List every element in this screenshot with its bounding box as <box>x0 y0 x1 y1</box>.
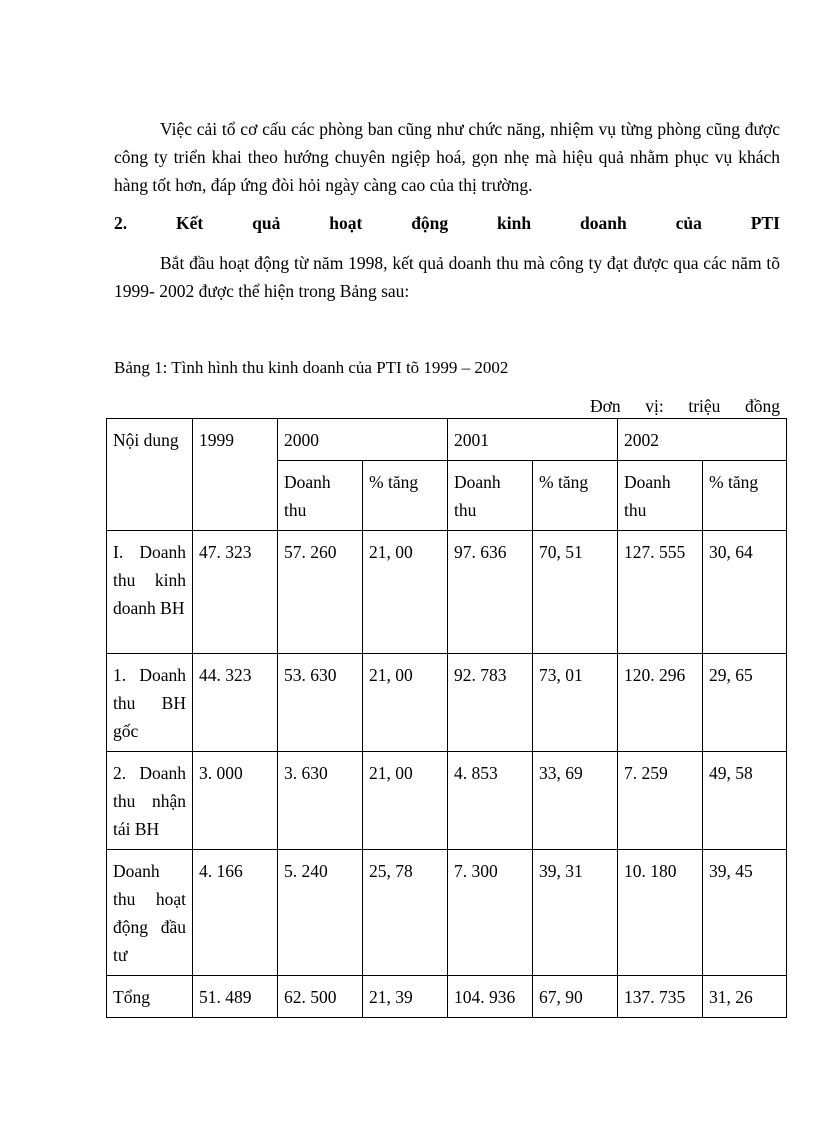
section-heading <box>114 209 780 237</box>
table-row <box>107 850 787 976</box>
header-growth: % tăng <box>533 461 618 531</box>
header-revenue: Doanh thu <box>448 461 533 531</box>
table-header-row <box>107 419 787 461</box>
unit-word: đồng <box>745 396 780 416</box>
cell-2002-growth: 30, 64 <box>703 531 787 654</box>
heading-word: động <box>411 213 449 233</box>
header-year-1999: 1999 <box>193 419 278 531</box>
cell-2000-revenue: 5. 240 <box>278 850 363 976</box>
cell-2001-growth: 70, 51 <box>533 531 618 654</box>
cell-2000-growth: 21, 39 <box>363 976 448 1018</box>
section-paragraph: Bắt đầu hoạt động từ năm 1998, kết quả doanh thu mà công ty đạt được qua các năm tõ 1999- 2002 được thể hiện trong Bảng sau: <box>114 253 780 301</box>
heading-word: Kết <box>176 213 204 233</box>
cell-2002-growth: 39, 45 <box>703 850 787 976</box>
row-label: 1. Doanh thu BH gốc <box>107 654 193 752</box>
unit-word: triệu <box>688 396 721 416</box>
cell-2002-revenue: 7. 259 <box>618 752 703 850</box>
cell-2002-growth: 31, 26 <box>703 976 787 1018</box>
cell-2000-revenue: 3. 630 <box>278 752 363 850</box>
row-label: I. Doanh thu kinh doanh BH <box>107 531 193 654</box>
header-growth: % tăng <box>703 461 787 531</box>
cell-1999: 47. 323 <box>193 531 278 654</box>
cell-2002-revenue: 120. 296 <box>618 654 703 752</box>
header-year-2001: 2001 <box>448 419 618 461</box>
table-row <box>107 654 787 752</box>
cell-1999: 4. 166 <box>193 850 278 976</box>
cell-2000-growth: 25, 78 <box>363 850 448 976</box>
cell-1999: 44. 323 <box>193 654 278 752</box>
unit-word: Đơn <box>590 396 621 416</box>
header-revenue: Doanh thu <box>618 461 703 531</box>
table-caption: Bảng 1: Tình hình thu kinh doanh của PTI tõ 1999 – 2002 <box>114 358 509 377</box>
table-row-total <box>107 976 787 1018</box>
cell-2000-revenue: 62. 500 <box>278 976 363 1018</box>
unit-label <box>590 393 780 419</box>
table-row <box>107 752 787 850</box>
cell-2001-revenue: 7. 300 <box>448 850 533 976</box>
cell-2001-revenue: 104. 936 <box>448 976 533 1018</box>
cell-2002-revenue: 137. 735 <box>618 976 703 1018</box>
header-content: Nội dung <box>107 419 193 531</box>
row-label: 2. Doanh thu nhận tái BH <box>107 752 193 850</box>
cell-2000-growth: 21, 00 <box>363 752 448 850</box>
heading-word: PTI <box>750 213 780 233</box>
cell-1999: 3. 000 <box>193 752 278 850</box>
cell-2000-growth: 21, 00 <box>363 531 448 654</box>
intro-paragraph: Việc cải tổ cơ cấu các phòng ban cũng như chức năng, nhiệm vụ từng phòng cũng được công ty triển khai theo hướng chuyên ngiệp hoá, gọn nhẹ mà hiệu quả nhằm phục vụ khách hàng tốt hơn, đáp ứng đòi hỏi ngày càng cao của thị trường. <box>114 119 780 195</box>
heading-word: của <box>675 213 702 233</box>
heading-word: hoạt <box>329 213 363 233</box>
cell-2001-growth: 73, 01 <box>533 654 618 752</box>
cell-2002-revenue: 127. 555 <box>618 531 703 654</box>
revenue-table <box>106 418 787 1018</box>
cell-2001-growth: 39, 31 <box>533 850 618 976</box>
cell-2001-growth: 67, 90 <box>533 976 618 1018</box>
row-label: Doanh thu hoạt động đầu tư <box>107 850 193 976</box>
heading-word: quả <box>252 213 281 233</box>
cell-2000-growth: 21, 00 <box>363 654 448 752</box>
header-year-2002: 2002 <box>618 419 787 461</box>
header-revenue: Doanh thu <box>278 461 363 531</box>
cell-2002-growth: 29, 65 <box>703 654 787 752</box>
cell-2000-revenue: 57. 260 <box>278 531 363 654</box>
header-year-2000: 2000 <box>278 419 448 461</box>
section-number: 2. <box>114 213 128 233</box>
row-label: Tổng <box>107 976 193 1018</box>
cell-2001-revenue: 92. 783 <box>448 654 533 752</box>
cell-2000-revenue: 53. 630 <box>278 654 363 752</box>
cell-2001-revenue: 97. 636 <box>448 531 533 654</box>
cell-1999: 51. 489 <box>193 976 278 1018</box>
unit-word: vị: <box>645 396 664 416</box>
cell-2002-growth: 49, 58 <box>703 752 787 850</box>
cell-2001-revenue: 4. 853 <box>448 752 533 850</box>
table-row <box>107 531 787 654</box>
heading-word: kinh <box>497 213 532 233</box>
cell-2001-growth: 33, 69 <box>533 752 618 850</box>
heading-word: doanh <box>580 213 627 233</box>
header-growth: % tăng <box>363 461 448 531</box>
cell-2002-revenue: 10. 180 <box>618 850 703 976</box>
